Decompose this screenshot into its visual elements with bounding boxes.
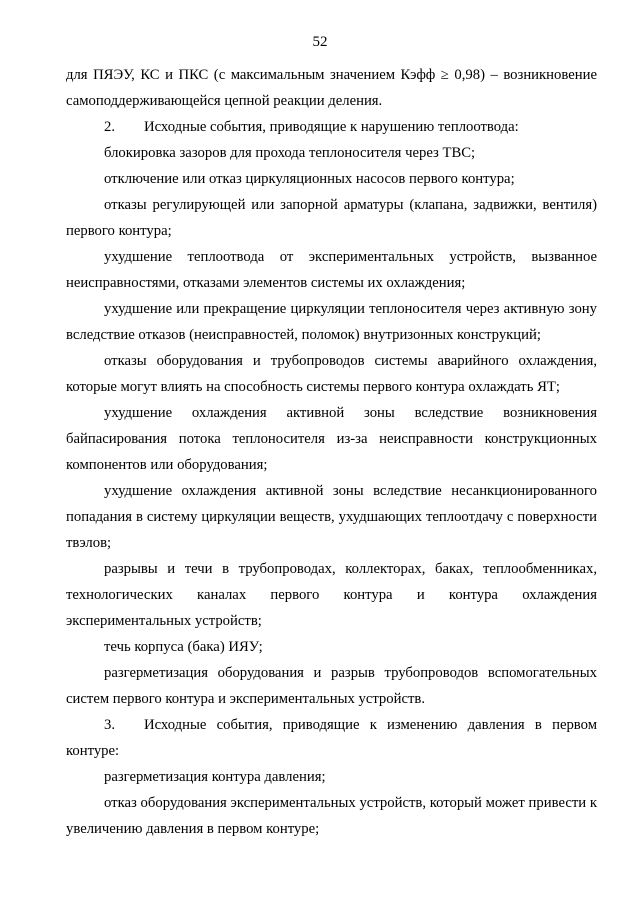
- paragraph: для ПЯЭУ, КС и ПКС (с максимальным значением Кэфф ≥ 0,98) – возникновение самоподдерживающейся цепной реакции деления.: [66, 67, 597, 109]
- paragraph: отключение или отказ циркуляционных насосов первого контура;: [104, 171, 515, 187]
- paragraph: разрывы и течи в трубопроводах, коллекторах, баках, теплообменниках, технологических каналах первого контура и контура охлаждения экспериментальных устройств;: [66, 561, 597, 629]
- paragraph: ухудшение охлаждения активной зоны вследствие возникновения байпасирования потока теплоносителя из-за неисправности конструкционных компонентов или оборудования;: [66, 405, 597, 473]
- section-heading-text: Исходные события, приводящие к изменению давления в первом контуре:: [66, 717, 597, 759]
- document-body: [66, 62, 597, 842]
- section-heading: [66, 712, 597, 764]
- section-heading-text: Исходные события, приводящие к нарушению теплоотвода:: [144, 119, 519, 135]
- section-number: 2.: [104, 119, 116, 135]
- paragraph: ухудшение или прекращение циркуляции теплоносителя через активную зону вследствие отказов (неисправностей, поломок) внутризонных конструкций;: [66, 301, 597, 343]
- paragraph: ухудшение теплоотвода от экспериментальных устройств, вызванное неисправностями, отказами элементов системы их охлаждения;: [66, 249, 597, 291]
- paragraph: блокировка зазоров для прохода теплоносителя через ТВС;: [104, 145, 476, 161]
- paragraph: течь корпуса (бака) ИЯУ;: [104, 639, 263, 655]
- paragraph: разгерметизация оборудования и разрыв трубопроводов вспомогательных систем первого контура и экспериментальных устройств.: [66, 665, 597, 707]
- section-heading: [66, 114, 597, 140]
- page-number: 52: [312, 34, 328, 50]
- paragraph: отказы регулирующей или запорной арматуры (клапана, задвижки, вентиля) первого контура;: [66, 197, 597, 239]
- paragraph: отказы оборудования и трубопроводов системы аварийного охлаждения, которые могут влиять на способность системы первого контура охлаждать ЯТ;: [66, 353, 597, 395]
- paragraph: ухудшение охлаждения активной зоны вследствие несанкционированного попадания в систему циркуляции веществ, ухудшающих теплоотдачу с поверхности твэлов;: [66, 483, 597, 551]
- paragraph: разгерметизация контура давления;: [104, 769, 326, 785]
- section-number: 3.: [104, 717, 116, 733]
- paragraph: отказ оборудования экспериментальных устройств, который может привести к увеличению давления в первом контуре;: [66, 795, 597, 837]
